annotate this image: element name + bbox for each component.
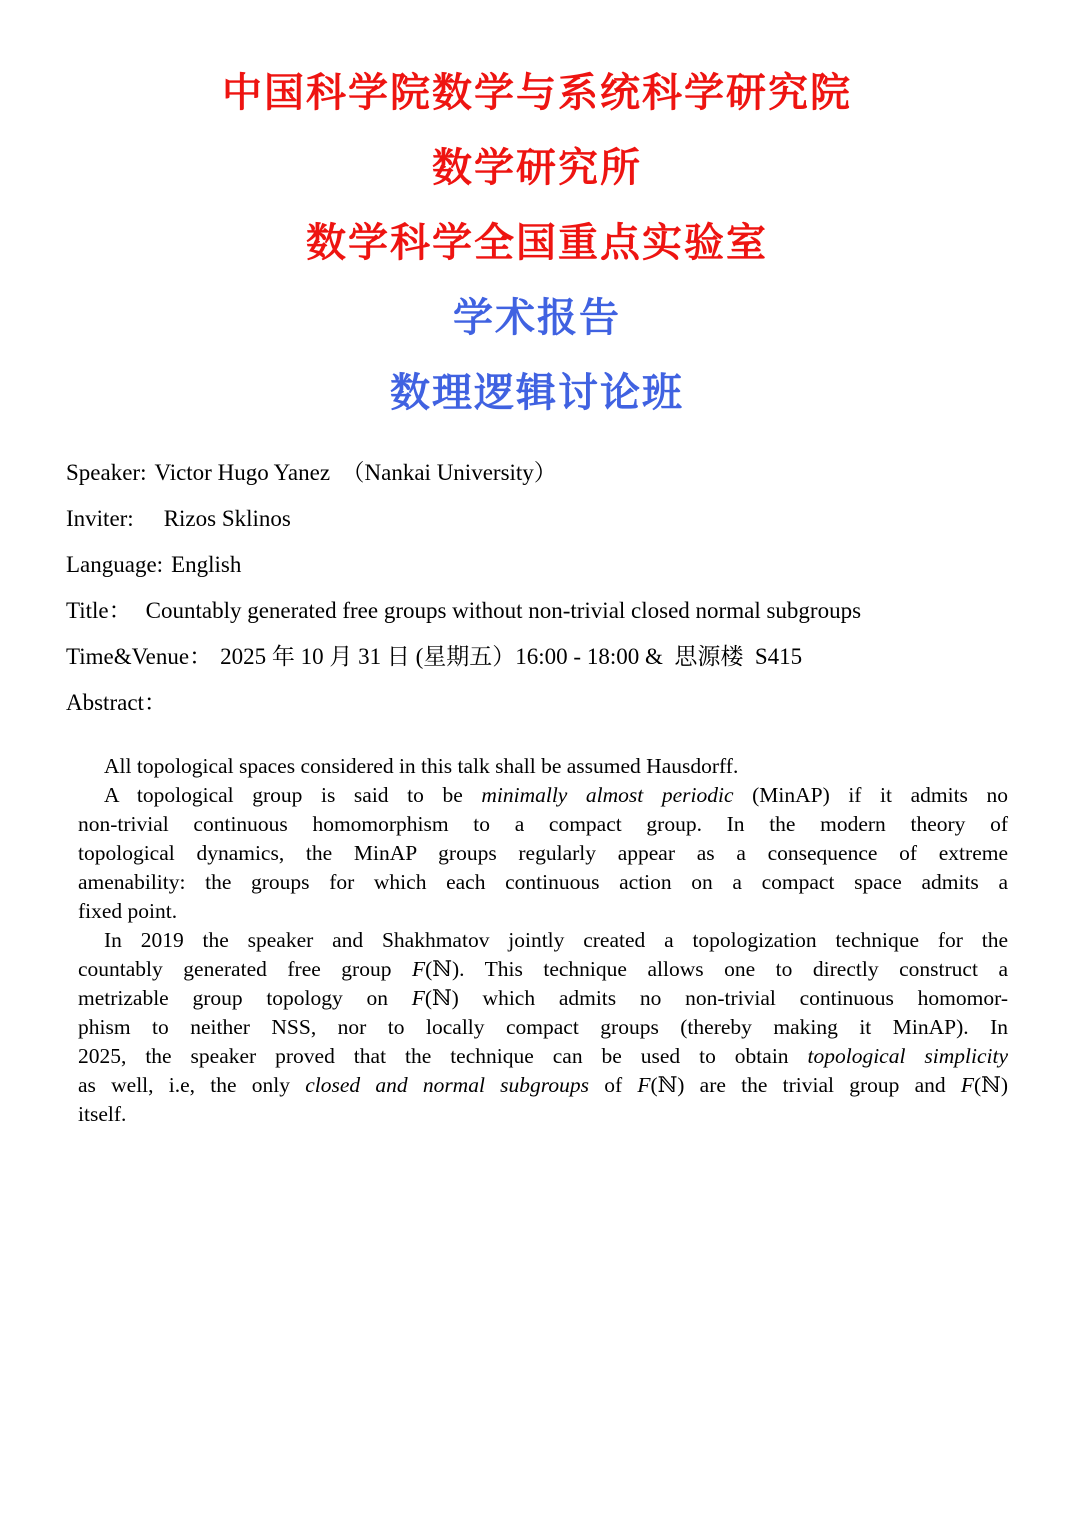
language-label: Language: [66,552,164,577]
inviter-value: Rizos Sklinos [163,506,291,531]
inviter-label: Inviter: [66,506,134,531]
abstract-line: metrizable group topology on F(ℕ) which admits no non-trivial continuous homomor- [78,986,1008,1010]
abstract-line: topological dynamics, the MinAP groups regularly appear as a consequence of extreme [78,841,1008,865]
abstract-paragraph [78,926,1008,1129]
language-value: English [171,552,242,577]
institute-heading: 中国科学院数学与系统科学研究院 [222,70,852,115]
time-venue-label: Time&Venue： [66,644,213,669]
title-value: Countably generated free groups without non-trivial closed normal subgroups [145,598,862,623]
abstract-line: A topological group is said to be minimally almost periodic (MinAP) if it admits no [104,783,1008,807]
abstract-line: In 2019 the speaker and Shakhmatov jointly created a topologization technique for the [104,928,1008,952]
abstract-paragraph [78,781,1008,926]
time-venue-value: 2025 年 10 月 31 日 (星期五）16:00 - 18:00 & 思源楼 S415 [220,644,803,669]
abstract-line: countably generated free group F(ℕ). This technique allows one to directly construct a [78,957,1008,981]
abstract-line: non-trivial continuous homomorphism to a compact group. In the modern theory of [78,812,1008,836]
abstract-line: amenability: the groups for which each continuous action on a compact space admits a [78,870,1008,894]
abstract-paragraph [78,752,1008,781]
speaker-label: Speaker: [66,460,147,485]
inviter-line [66,496,1008,542]
abstract-label: Abstract： [66,690,167,715]
seminar-info-block [66,450,1008,726]
abstract-line: as well, i.e, the only closed and normal subgroups of F(ℕ) are the trivial group and F(ℕ) [78,1073,1008,1097]
laboratory-heading: 数学科学全国重点实验室 [306,220,768,265]
seminar-series-heading: 数理逻辑讨论班 [390,370,684,415]
abstract-line: itself. [78,1102,127,1126]
title-label: Title： [66,598,132,623]
title-line [66,588,1008,634]
speaker-line [66,450,1008,496]
academy-heading: 数学研究所 [432,145,642,190]
abstract-body [78,752,1008,1129]
speaker-value: Victor Hugo Yanez （Nankai University） [154,460,557,485]
abstract-line: fixed point. [78,899,178,923]
abstract-label-line [66,680,1008,726]
language-line [66,542,1008,588]
abstract-line: 2025, the speaker proved that the technique can be used to obtain topological simplicity [78,1044,1008,1068]
seminar-type-heading: 学术报告 [453,295,621,340]
time-venue-line [66,634,1008,680]
abstract-line: All topological spaces considered in this talk shall be assumed Hausdorff. [104,754,739,778]
abstract-line: phism to neither NSS, nor to locally compact groups (thereby making it MinAP). In [78,1015,1008,1039]
